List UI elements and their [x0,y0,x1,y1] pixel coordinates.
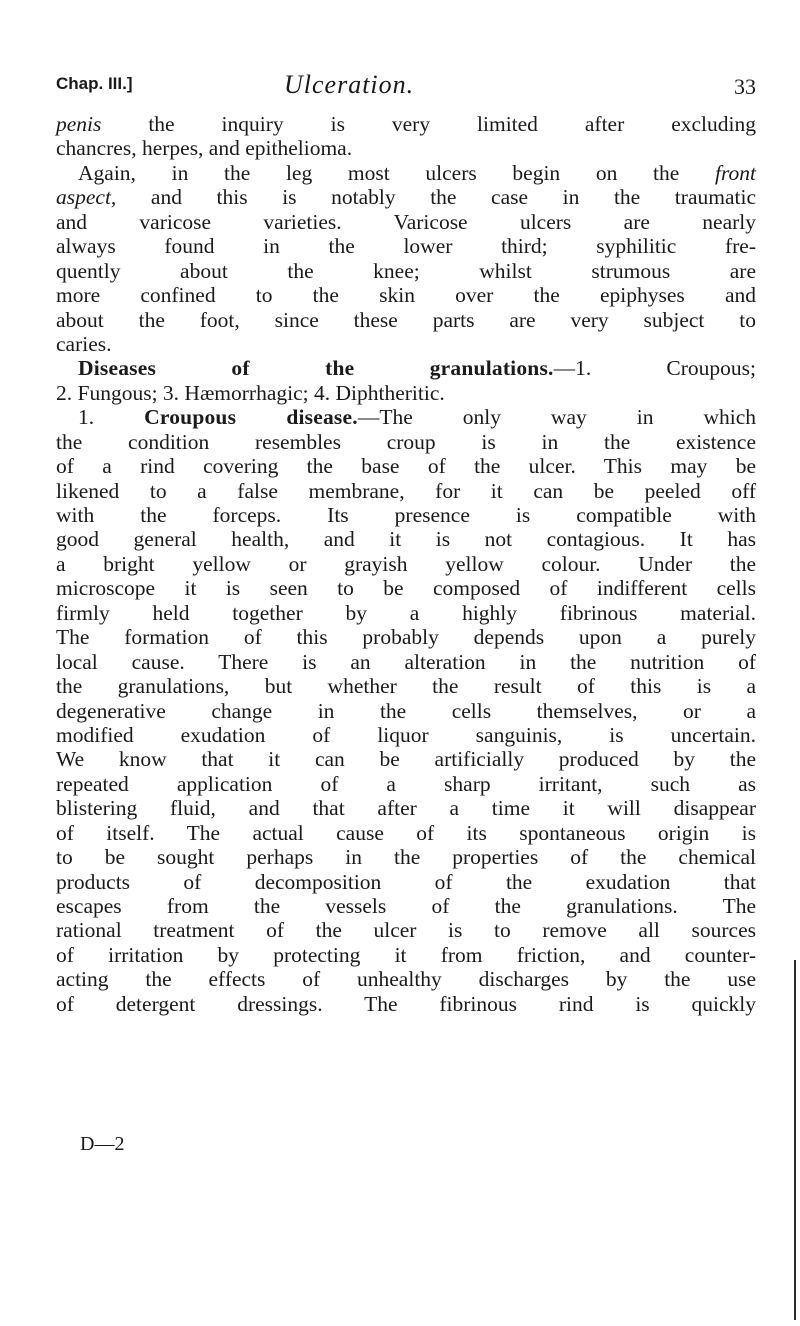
text-line: to be sought perhaps in the properties of the chemical [56,845,756,870]
text-line: acting the effects of unhealthy discharges by the use [56,967,756,992]
body-text [56,112,756,1016]
text-line: with the forceps. Its presence is compatible with [56,503,756,527]
page-number: 33 [734,74,756,99]
text-line: Again, in the leg most ulcers begin on the front [78,160,756,185]
text-line: escapes from the vessels of the granulations. The [56,894,756,918]
text-line: products of decomposition of the exudation that [56,869,756,894]
text-line: The formation of this probably depends upon a purely [56,625,756,650]
text-line: more confined to the skin over the epiphyses and [56,283,756,308]
text-line: firmly held together by a highly fibrinous material. [56,600,756,625]
chapter-label: Chap. III.] [56,74,133,93]
text-line: good general health, and it is not contagious. It has [56,527,756,552]
subheading-croupous: Croupous disease. [144,405,358,430]
text-line: repeated application of a sharp irritant, such as [56,771,756,796]
subheading-granulations: Diseases of the granulations. [78,356,554,381]
text-line: penis the inquiry is very limited after excluding [56,112,756,136]
text-line: blistering fluid, and that after a time it will disappear [56,796,756,821]
section-heading: Diseases of the granulations.—1. Croupous; [78,356,757,381]
text-line: likened to a false membrane, for it can be peeled off [56,478,756,503]
text-line: local cause. There is an alteration in the nutrition of [56,649,756,674]
text-line: of a rind covering the base of the ulcer. This may be [56,454,756,479]
text-line: of irritation by protecting it from friction, and counter- [56,942,756,967]
text-line: of itself. The actual cause of its spontaneous origin is [56,820,756,845]
running-header [56,70,756,114]
text-line: 2. Fungous; 3. Hæmorrhagic; 4. Diphtheritic. [56,380,445,405]
emph-penis: penis [56,112,102,136]
text-line: modified exudation of liquor sanguinis, is uncertain. [56,722,756,747]
text-line: a bright yellow or grayish yellow colour. Under the [56,551,756,576]
text-line: aspect, and this is notably the case in the traumatic [56,185,756,210]
signature-mark: D—2 [80,1133,125,1155]
text-line: microscope it is seen to be composed of indifferent cells [56,576,756,601]
text-line: and varicose varieties. Varicose ulcers are nearly [56,209,756,234]
text-line: quently about the knee; whilst strumous are [56,258,756,283]
text-line: degenerative change in the cells themselves, or a [56,698,756,723]
emph-front: front [714,160,756,185]
text-line: the condition resembles croup is in the existence [56,429,756,454]
emph-aspect: aspect, [56,185,117,210]
running-title: Ulceration. [284,70,415,99]
text-line: rational treatment of the ulcer is to remove all sources [56,918,756,943]
text-line: of detergent dressings. The fibrinous rind is quickly [56,991,756,1016]
text-line: chancres, herpes, and epithelioma. [56,136,353,161]
page-edge-line [794,960,796,1320]
text-line: caries. [56,331,112,356]
text-line: always found in the lower third; syphilitic fre- [56,234,756,259]
text-line: the granulations, but whether the result of this is a [56,674,756,699]
section-heading: 1. Croupous disease.—The only way in which [78,405,756,430]
text-line: We know that it can be artificially produced by the [56,747,756,772]
text-line: about the foot, since these parts are very subject to [56,307,756,332]
